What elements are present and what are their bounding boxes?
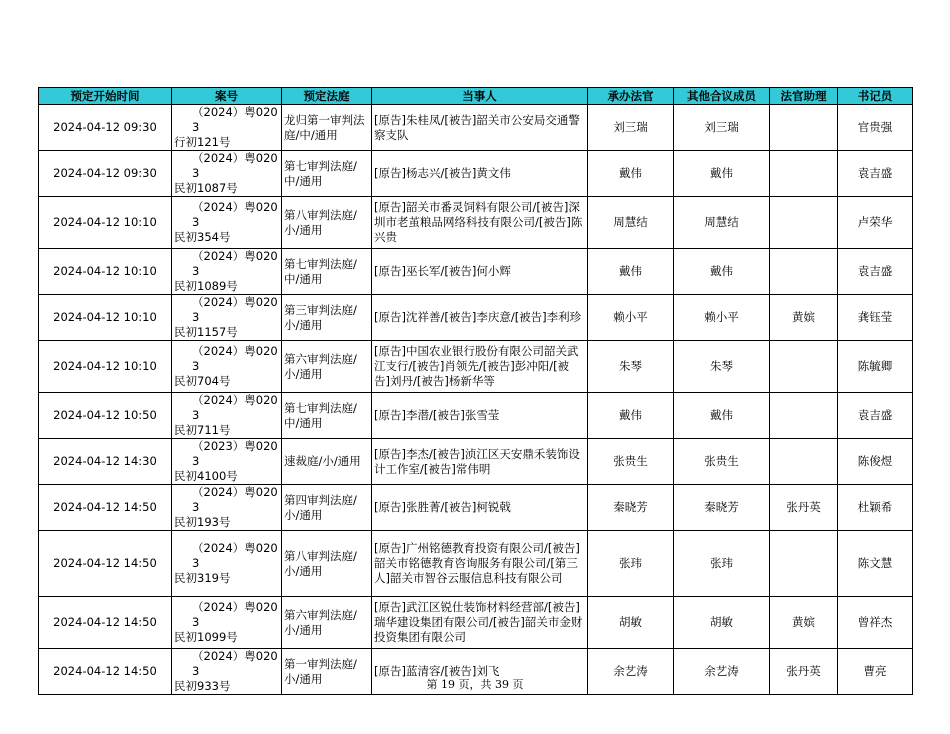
- judge-assistant-cell: [770, 197, 838, 249]
- case-number-cell: [172, 341, 282, 393]
- start-time-cell: 2024-04-12 09:30: [39, 151, 172, 197]
- panel-members-cell: 周慧结: [674, 197, 770, 249]
- case-number-suffix: 行初121号: [174, 135, 231, 149]
- table-row: [39, 485, 913, 531]
- panel-members-cell: 张玮: [674, 531, 770, 597]
- presiding-judge-cell: 胡敏: [588, 597, 674, 649]
- table-row: [39, 531, 913, 597]
- clerk-cell: 龚钰莹: [838, 295, 913, 341]
- page-footer: 第 19 页，共 39 页: [426, 678, 524, 691]
- courtroom-cell: 龙归第一审判法庭/中/通用: [282, 105, 372, 151]
- table-row: [39, 105, 913, 151]
- panel-members-cell: 余艺涛: [674, 649, 770, 695]
- case-number-cell: [172, 105, 282, 151]
- column-header: 承办法官: [588, 88, 674, 105]
- panel-members-cell: 刘三瑞: [674, 105, 770, 151]
- panel-members-cell: 胡敏: [674, 597, 770, 649]
- case-number-suffix: 民初4100号: [174, 469, 238, 483]
- panel-members-cell: 秦晓芳: [674, 485, 770, 531]
- judge-assistant-cell: 黄嫔: [770, 295, 838, 341]
- column-header: 预定开始时间: [39, 88, 172, 105]
- presiding-judge-cell: 周慧结: [588, 197, 674, 249]
- presiding-judge-cell: 余艺涛: [588, 649, 674, 695]
- parties-cell: [原告]巫长军/[被告]何小辉: [372, 249, 588, 295]
- start-time-cell: 2024-04-12 10:10: [39, 249, 172, 295]
- start-time-cell: 2024-04-12 14:50: [39, 485, 172, 531]
- clerk-cell: 杜颖希: [838, 485, 913, 531]
- courtroom-cell: 第六审判法庭/小/通用: [282, 597, 372, 649]
- presiding-judge-cell: 朱琴: [588, 341, 674, 393]
- start-time-cell: 2024-04-12 10:50: [39, 393, 172, 439]
- clerk-cell: 曾祥杰: [838, 597, 913, 649]
- judge-assistant-cell: [770, 393, 838, 439]
- case-number-suffix: 民初1087号: [174, 181, 238, 195]
- start-time-cell: 2024-04-12 14:50: [39, 531, 172, 597]
- judge-assistant-cell: 张丹英: [770, 649, 838, 695]
- courtroom-cell: 第七审判法庭/中/通用: [282, 393, 372, 439]
- judge-assistant-cell: [770, 341, 838, 393]
- presiding-judge-cell: 戴伟: [588, 249, 674, 295]
- column-header: 书记员: [838, 88, 913, 105]
- parties-cell: [原告]朱桂凤/[被告]韶关市公安局交通警察支队: [372, 105, 588, 151]
- table-row: [39, 249, 913, 295]
- case-number-suffix: 民初933号: [174, 679, 231, 693]
- case-number-cell: [172, 295, 282, 341]
- case-number-suffix: 民初1099号: [174, 630, 238, 644]
- panel-members-cell: 戴伟: [674, 393, 770, 439]
- case-number-cell: [172, 485, 282, 531]
- judge-assistant-cell: [770, 105, 838, 151]
- parties-cell: [原告]中国农业银行股份有限公司韶关武江支行/[被告]肖领先/[被告]彭冲阳/[被告]刘丹/[被告]杨新华等: [372, 341, 588, 393]
- clerk-cell: 陈毓卿: [838, 341, 913, 393]
- panel-members-cell: 戴伟: [674, 151, 770, 197]
- clerk-cell: 袁吉盛: [838, 151, 913, 197]
- presiding-judge-cell: 张玮: [588, 531, 674, 597]
- parties-cell: [原告]蓝清容/[被告]刘飞: [372, 649, 588, 695]
- table-row: [39, 597, 913, 649]
- case-number-prefix: （2024）粤0203: [192, 649, 278, 678]
- case-number-prefix: （2024）粤0203: [192, 393, 278, 422]
- table-row: [39, 295, 913, 341]
- presiding-judge-cell: 戴伟: [588, 393, 674, 439]
- clerk-cell: 袁吉盛: [838, 393, 913, 439]
- presiding-judge-cell: 秦晓芳: [588, 485, 674, 531]
- courtroom-cell: 第三审判法庭/小/通用: [282, 295, 372, 341]
- parties-cell: [原告]韶关市番灵饲料有限公司/[被告]深圳市老茧粮品网络科技有限公司/[被告]陈兴贵: [372, 197, 588, 249]
- column-header: 案号: [172, 88, 282, 105]
- table-row: [39, 197, 913, 249]
- courtroom-cell: 第一审判法庭/小/通用: [282, 649, 372, 695]
- case-number-suffix: 民初354号: [174, 230, 231, 244]
- case-number-prefix: （2024）粤0203: [192, 600, 278, 629]
- parties-cell: [原告]李潜/[被告]张雪莹: [372, 393, 588, 439]
- parties-cell: [原告]李杰/[被告]浈江区天安鼎禾装饰设计工作室/[被告]常伟明: [372, 439, 588, 485]
- case-number-suffix: 民初1089号: [174, 279, 238, 293]
- table-row: [39, 393, 913, 439]
- panel-members-cell: 张贵生: [674, 439, 770, 485]
- case-number-suffix: 民初704号: [174, 374, 231, 388]
- courtroom-cell: 第四审判法庭/小/通用: [282, 485, 372, 531]
- judge-assistant-cell: 黄嫔: [770, 597, 838, 649]
- courtroom-cell: 速裁庭/小/通用: [282, 439, 372, 485]
- case-number-cell: [172, 597, 282, 649]
- courtroom-cell: 第八审判法庭/小/通用: [282, 531, 372, 597]
- start-time-cell: 2024-04-12 14:30: [39, 439, 172, 485]
- case-number-prefix: （2024）粤0203: [192, 485, 278, 514]
- parties-cell: [原告]武江区锐仕装饰材料经营部/[被告]瑞华建设集团有限公司/[被告]韶关市金财投资集团有限公司: [372, 597, 588, 649]
- courtroom-cell: 第八审判法庭/小/通用: [282, 197, 372, 249]
- parties-cell: [原告]广州铭德教育投资有限公司/[被告]韶关市铭德教育咨询服务有限公司/[第三人]韶关市智谷云服信息科技有限公司: [372, 531, 588, 597]
- case-number-cell: [172, 393, 282, 439]
- judge-assistant-cell: [770, 151, 838, 197]
- clerk-cell: 陈文慧: [838, 531, 913, 597]
- case-number-cell: [172, 439, 282, 485]
- case-number-cell: [172, 197, 282, 249]
- start-time-cell: 2024-04-12 09:30: [39, 105, 172, 151]
- presiding-judge-cell: 戴伟: [588, 151, 674, 197]
- parties-cell: [原告]沈祥善/[被告]李庆意/[被告]李利珍: [372, 295, 588, 341]
- case-number-suffix: 民初711号: [174, 423, 231, 437]
- table-row: [39, 151, 913, 197]
- start-time-cell: 2024-04-12 10:10: [39, 197, 172, 249]
- column-header: 预定法庭: [282, 88, 372, 105]
- case-number-cell: [172, 531, 282, 597]
- start-time-cell: 2024-04-12 14:50: [39, 597, 172, 649]
- case-number-suffix: 民初1157号: [174, 325, 238, 339]
- case-number-suffix: 民初193号: [174, 515, 231, 529]
- table-row: [39, 439, 913, 485]
- parties-cell: [原告]张胜菁/[被告]柯锐戟: [372, 485, 588, 531]
- case-number-cell: [172, 151, 282, 197]
- judge-assistant-cell: 张丹英: [770, 485, 838, 531]
- clerk-cell: 卢荣华: [838, 197, 913, 249]
- column-header: 其他合议成员: [674, 88, 770, 105]
- clerk-cell: 官贵强: [838, 105, 913, 151]
- column-header: 法官助理: [770, 88, 838, 105]
- panel-members-cell: 赖小平: [674, 295, 770, 341]
- case-number-prefix: （2024）粤0203: [192, 249, 278, 278]
- judge-assistant-cell: [770, 439, 838, 485]
- courtroom-cell: 第七审判法庭/中/通用: [282, 249, 372, 295]
- clerk-cell: 袁吉盛: [838, 249, 913, 295]
- case-number-prefix: （2024）粤0203: [192, 200, 278, 229]
- case-number-prefix: （2024）粤0203: [192, 151, 278, 180]
- parties-cell: [原告]杨志兴/[被告]黄文伟: [372, 151, 588, 197]
- presiding-judge-cell: 赖小平: [588, 295, 674, 341]
- panel-members-cell: 戴伟: [674, 249, 770, 295]
- case-number-prefix: （2024）粤0203: [192, 105, 278, 134]
- case-number-prefix: （2024）粤0203: [192, 541, 278, 570]
- judge-assistant-cell: [770, 249, 838, 295]
- hearing-schedule-table: [38, 87, 913, 695]
- start-time-cell: 2024-04-12 14:50: [39, 649, 172, 695]
- case-number-cell: [172, 249, 282, 295]
- start-time-cell: 2024-04-12 10:10: [39, 341, 172, 393]
- case-number-prefix: （2023）粤0203: [192, 439, 278, 468]
- panel-members-cell: 朱琴: [674, 341, 770, 393]
- presiding-judge-cell: 张贵生: [588, 439, 674, 485]
- clerk-cell: 陈俊煜: [838, 439, 913, 485]
- start-time-cell: 2024-04-12 10:10: [39, 295, 172, 341]
- table-row: [39, 341, 913, 393]
- column-header: 当事人: [372, 88, 588, 105]
- case-number-prefix: （2024）粤0203: [192, 295, 278, 324]
- clerk-cell: 曹亮: [838, 649, 913, 695]
- courtroom-cell: 第七审判法庭/中/通用: [282, 151, 372, 197]
- table-header-row: [39, 88, 913, 105]
- judge-assistant-cell: [770, 531, 838, 597]
- case-number-prefix: （2024）粤0203: [192, 344, 278, 373]
- courtroom-cell: 第六审判法庭/小/通用: [282, 341, 372, 393]
- presiding-judge-cell: 刘三瑞: [588, 105, 674, 151]
- case-number-suffix: 民初319号: [174, 571, 231, 585]
